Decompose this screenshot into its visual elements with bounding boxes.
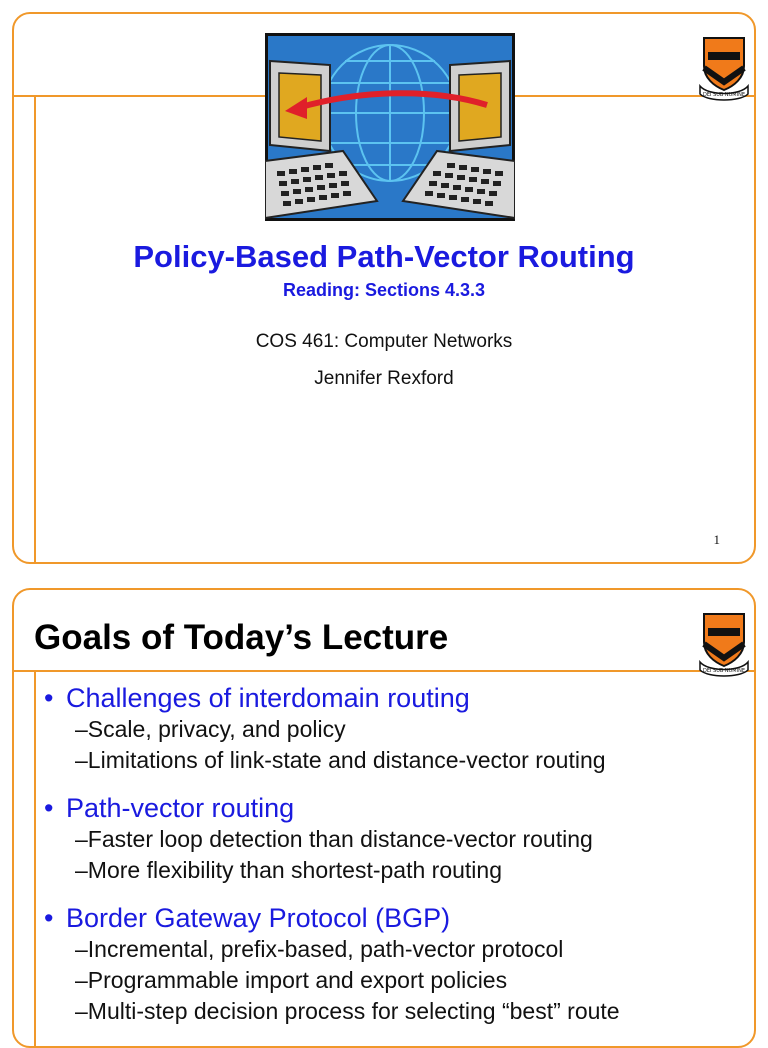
bullet-list <box>44 682 734 1043</box>
sub-bullet-item: –Scale, privacy, and policy <box>75 716 346 742</box>
princeton-shield-crest-icon <box>698 606 750 680</box>
sub-bullet-item: –Incremental, prefix-based, path-vector protocol <box>75 936 564 962</box>
header-divider <box>14 670 754 672</box>
goals-slide <box>12 588 756 1048</box>
sub-bullet-item: –Multi-step decision process for selecting “best” route <box>75 998 620 1024</box>
svg-text:DEI SUB NUMINE: DEI SUB NUMINE <box>702 92 746 98</box>
princeton-shield-crest-icon <box>698 30 750 104</box>
sub-bullet-item: –Limitations of link-state and distance-vector routing <box>75 747 606 773</box>
bullet-group <box>44 792 734 886</box>
course-name: COS 461: Computer Networks <box>255 331 513 352</box>
left-margin-rule <box>34 97 36 562</box>
bullet-item: • Border Gateway Protocol (BGP) <box>44 903 451 933</box>
networked-computers-globe-illustration <box>265 33 515 221</box>
title-slide <box>12 12 756 564</box>
sub-bullet-item: –Faster loop detection than distance-vector routing <box>75 826 593 852</box>
page-number: 1 <box>713 532 720 547</box>
author-name: Jennifer Rexford <box>314 368 454 389</box>
slide-subtitle: Reading: Sections 4.3.3 <box>282 280 486 300</box>
bullet-item: • Challenges of interdomain routing <box>44 683 470 713</box>
slide-heading: Goals of Today’s Lecture <box>34 618 449 657</box>
svg-text:DEI SUB NUMINE: DEI SUB NUMINE <box>702 668 746 674</box>
left-margin-rule <box>34 672 36 1046</box>
sub-bullet-item: –Programmable import and export policies <box>75 967 508 993</box>
bullet-item: • Path-vector routing <box>44 793 295 823</box>
bullet-group <box>44 902 734 1027</box>
slide-title: Policy-Based Path-Vector Routing <box>133 239 635 274</box>
sub-bullet-item: –More flexibility than shortest-path routing <box>75 857 502 883</box>
bullet-group <box>44 682 734 776</box>
